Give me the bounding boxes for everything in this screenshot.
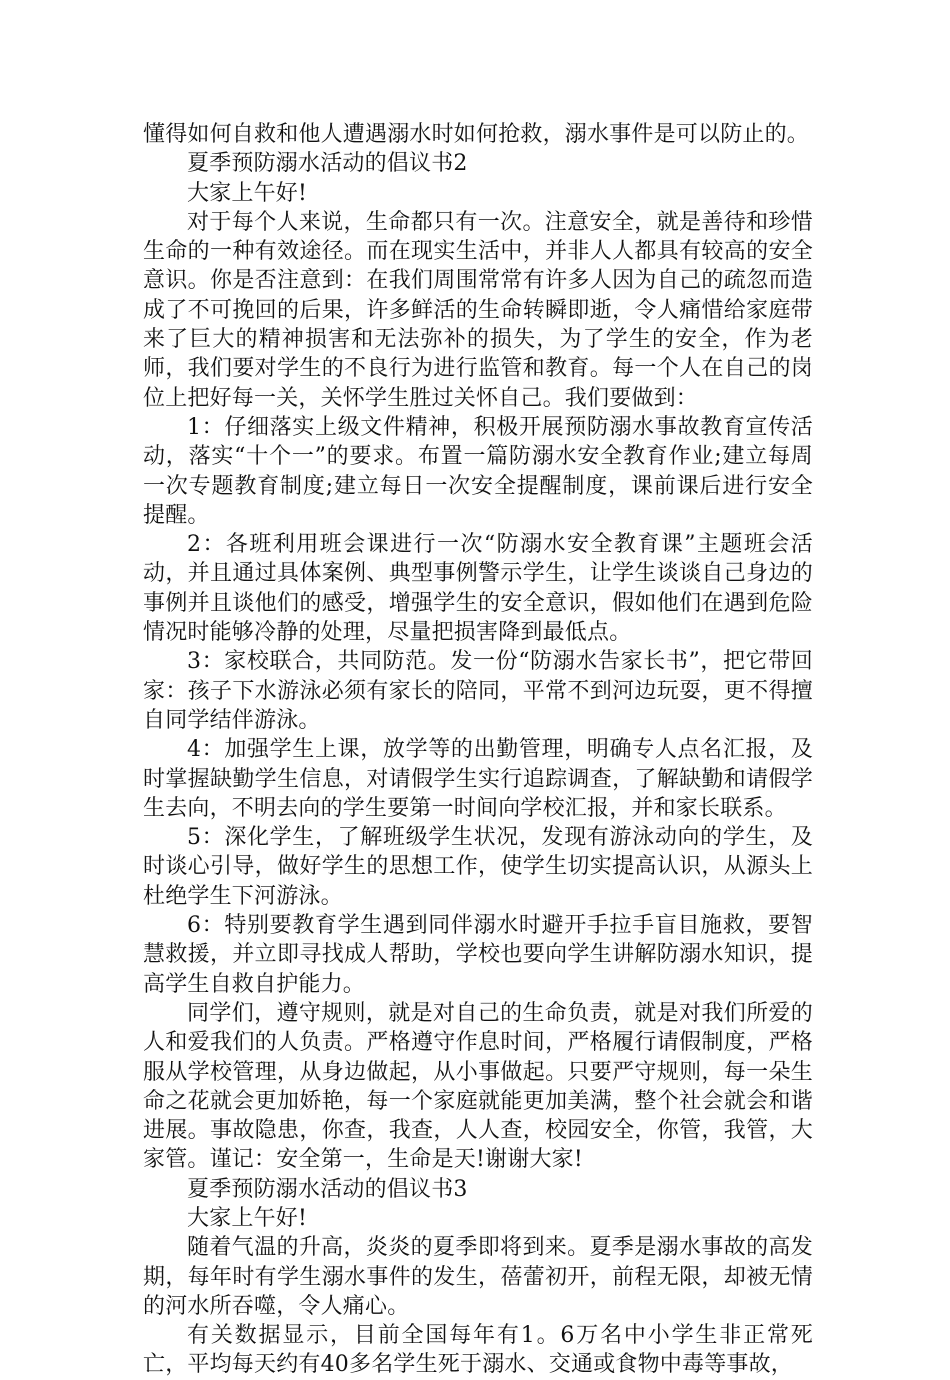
- greeting: 大家上午好!: [187, 180, 308, 206]
- list-item-1: 1：仔细落实上级文件精神，积极开展预防溺水事故教育宣传活动，落实“十个一”的要求。布置一篇防溺水安全教育作业;建立每周一次专题教育制度;建立每日一次安全提醒制度，课前课后进行安全提醒。: [143, 414, 813, 528]
- section-heading: 夏季预防溺水活动的倡议书2: [187, 151, 468, 177]
- greeting: 大家上午好!: [187, 1205, 308, 1231]
- document-body: [143, 120, 813, 1380]
- paragraph: 对于每个人来说，生命都只有一次。注意安全，就是善待和珍惜生命的一种有效途径。而在现实生活中，并非人人都具有较高的安全意识。你是否注意到：在我们周围常常有许多人因为自己的疏忽而造成了不可挽回的后果，许多鲜活的生命转瞬即逝，令人痛惜给家庭带来了巨大的精神损害和无法弥补的损失，为了学生的安全，作为老师，我们要对学生的不良行为进行监管和教育。每一个人在自己的岗位上把好每一关，关怀学生胜过关怀自己。我们要做到：: [143, 209, 813, 411]
- paragraph: 有关数据显示，目前全国每年有1。6万名中小学生非正常死亡，平均每天约有40多名学生死于溺水、交通或食物中毒等事故，: [143, 1323, 813, 1378]
- paragraph: 懂得如何自救和他人遭遇溺水时如何抢救，溺水事件是可以防止的。: [143, 122, 810, 147]
- list-item-3: 3：家校联合，共同防范。发一份“防溺水告家长书”，把它带回家：孩子下水游泳必须有家长的陪同，平常不到河边玩耍，更不得擅自同学结伴游泳。: [143, 649, 813, 733]
- list-item-4: 4：加强学生上课，放学等的出勤管理，明确专人点名汇报，及时掌握缺勤学生信息，对请假学生实行追踪调查，了解缺勤和请假学生去向，不明去向的学生要第一时间向学校汇报，并和家长联系。: [143, 737, 813, 821]
- list-item-6: 6：特别要教育学生遇到同伴溺水时避开手拉手盲目施救，要智慧救援，并立即寻找成人帮助，学校也要向学生讲解防溺水知识，提高学生自救自护能力。: [143, 913, 813, 997]
- paragraph: 同学们，遵守规则，就是对自己的生命负责，就是对我们所爱的人和爱我们的人负责。严格遵守作息时间，严格履行请假制度，严格服从学校管理，从身边做起，从小事做起。只要严守规则，每一朵生命之花就会更加娇艳，每一个家庭就能更加美满，整个社会就会和谐进展。事故隐患，你查，我查，人人查，校园安全，你管，我管，大家管。谨记：安全第一，生命是天!谢谢大家!: [143, 1000, 813, 1173]
- list-item-2: 2：各班利用班会课进行一次“防溺水安全教育课”主题班会活动，并且通过具体案例、典型事例警示学生，让学生谈谈自己身边的事例并且谈他们的感受，增强学生的安全意识，假如他们在遇到危险情况时能够冷静的处理，尽量把损害降到最低点。: [143, 532, 813, 646]
- list-item-5: 5：深化学生，了解班级学生状况，发现有游泳动向的学生，及时谈心引导，做好学生的思想工作，使学生切实提高认识，从源头上杜绝学生下河游泳。: [143, 825, 813, 909]
- section-heading: 夏季预防溺水活动的倡议书3: [187, 1176, 468, 1202]
- paragraph: 随着气温的升高，炎炎的夏季即将到来。夏季是溺水事故的高发期，每年时有学生溺水事件的发生，蓓蕾初开，前程无限，却被无情的河水所吞噬，令人痛心。: [143, 1235, 813, 1319]
